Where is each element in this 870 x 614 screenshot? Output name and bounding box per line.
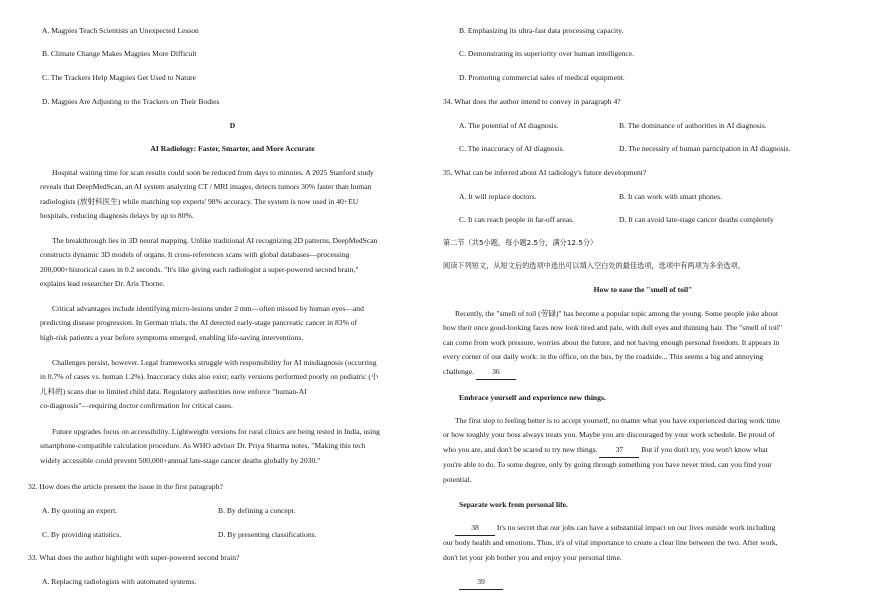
paragraph-5-line: Future upgrades focus on accessibility. Lightweight versions for rural clinics are being tested in India, using [52, 427, 380, 436]
blank-38[interactable]: 38 [455, 521, 495, 536]
paragraph-2-line: The breakthrough lies in 3D neural mapping. Unlike traditional AI recognizing 2D patterns, DeepMedScan [52, 236, 378, 245]
passage-line-text: who you are, and don't be scared to try new things. [443, 444, 598, 454]
question-35-option-a[interactable]: A. It will replace doctors. [459, 192, 537, 201]
option-d-previous-question: D. Magpies Are Adjusting to the Trackers on Their Bodies [42, 97, 220, 106]
paragraph-3-line: Critical advantages include identifying micro-lesions under 2 mm—often missed by human eyes—and [52, 304, 364, 313]
question-33-option-b[interactable]: B. Emphasizing its ultra-fast data processing capacity. [459, 26, 624, 35]
paragraph-3 [40, 302, 425, 345]
paragraph-3-line: high-risk patients a year before symptoms emerged, enabling life-saving interventions. [40, 332, 304, 342]
passage-line-text: challenge. [443, 366, 474, 376]
paragraph-4-line: in 0.7% of cases vs. human 1.2%). Inaccuracy risks also exist; early versions performed poorly on pediatric (小 [40, 372, 379, 382]
question-33-option-a[interactable]: A. Replacing radiologists with automated systems. [42, 577, 197, 586]
paragraph-4-line: 儿科的) scans due to limited child data. Regulatory authorities now enforce "human-AI [40, 386, 307, 396]
passage-line: or how toughly your boss always treats you. Maybe you are discouraged by your work schedule. Be proud of [443, 430, 775, 440]
passage-line: every corner of our daily work: in the office, on the bus, by the roadside... This seems a big and annoying [443, 352, 764, 362]
blank-39-line [459, 575, 503, 590]
passage-line: our body health and emotions. Thus, it's of vital importance to create a clear line between the two. After work, [443, 538, 778, 548]
question-33-option-d[interactable]: D. Promoting commercial sales of medical equipment. [459, 73, 625, 82]
section-2-header: 第二节（共5小题，每小题2.5分，满分12.5分） [443, 238, 598, 247]
blank-37[interactable]: 37 [599, 443, 639, 458]
question-33-option-c[interactable]: C. Demonstrating its superiority over human intelligence. [459, 49, 635, 58]
question-34-option-b[interactable]: B. The dominance of authorities in AI diagnosis. [619, 121, 767, 130]
paragraph-5-line: smartphone-compatible calculation procedure. As WHO advisor Dr. Priya Sharma notes, "Making this tech [40, 441, 366, 451]
blank-39[interactable]: 39 [459, 575, 503, 590]
paragraph-1 [40, 166, 425, 224]
paragraph-2-line: 200,000+historical cases in 0.2 seconds. "It's like giving each radiologist a super-powered second brain," [40, 264, 359, 274]
passage-line [443, 365, 843, 380]
question-34-stem: 34. What does the author intend to convey in paragraph 4? [443, 97, 621, 106]
passage-title: How to ease the "smell of toil" [593, 285, 693, 294]
passage-line [443, 521, 843, 536]
blank-36[interactable]: 36 [476, 365, 516, 380]
passage-paragraph-3 [443, 521, 843, 565]
paragraph-2-line: constructs dynamic 3D models of organs. It cross-references scans with global databases—processing [40, 250, 350, 260]
question-33-stem: 33. What does the author highlight with super-powered second brain? [28, 553, 240, 562]
passage-line: how their once good-looking faces now look tired and pale, with dull eyes and thinning hair. The "smell of toil" [443, 323, 783, 333]
passage-line: Recently, the "smell of toil (劳碌)" has become a popular topic among the young. Some people joke about [455, 309, 779, 318]
paragraph-1-line: hospitals, reducing diagnosis delays by up to 80%. [40, 211, 194, 221]
article-title: AI Radiology: Faster, Smarter, and More Accurate [150, 144, 315, 153]
section-letter: D [229, 121, 236, 130]
question-32-option-b[interactable]: B. By defining a concept. [218, 506, 296, 515]
paragraph-5-line: widely accessible could prevent 500,000+annual late-stage cancer deaths globally by 2030." [40, 455, 321, 465]
passage-line [443, 443, 843, 458]
option-a-previous-question: A. Magpies Teach Scientists an Unexpected Lesson [42, 26, 199, 35]
subheading-separate-work: Separate work from personal life. [459, 500, 568, 509]
subheading-embrace-yourself: Embrace yourself and experience new things. [459, 393, 606, 402]
paragraph-4-line: Challenges persist, however. Legal frameworks struggle with responsibility for AI misdiagnosis (occurring [52, 358, 377, 367]
paragraph-4 [40, 356, 425, 414]
question-35-option-d[interactable]: D. It can avoid late-stage cancer deaths completely [619, 215, 774, 224]
question-35-option-c[interactable]: C. It can reach people in far-off areas. [459, 215, 575, 224]
paragraph-2-line: explains lead researcher Dr. Aris Thorne. [40, 279, 165, 289]
question-32-stem: 32. How does the article present the issue in the first paragraph? [28, 482, 223, 491]
passage-line: can come from work pressure, worries about the future, and not having enough personal freedom. It appears in [443, 337, 780, 347]
passage-line: you're able to do. To some degree, only by going through something you have never tried, can you find your [443, 460, 772, 470]
passage-line: don't let your job bother you and enjoy your personal time. [443, 552, 622, 562]
passage-line-text: But if you don't try, you won't know what [641, 444, 768, 454]
question-34-option-c[interactable]: C. The inaccuracy of AI diagnosis. [459, 144, 565, 153]
section-2-instruction: 阅读下列短文，从短文后的选项中选出可以填入空白处的最佳选项，选项中有两项为多余选项。 [443, 261, 745, 270]
question-34-option-a[interactable]: A. The potential of AI diagnosis. [459, 121, 559, 130]
question-32-option-a[interactable]: A. By quoting an expert. [42, 506, 118, 515]
passage-paragraph-1 [443, 307, 843, 380]
paragraph-5 [40, 425, 425, 468]
question-34-option-d[interactable]: D. The necessity of human participation in AI diagnosis. [619, 144, 791, 153]
paragraph-1-line: reveals that DeepMedScan, an AI system analyzing CT / MRI images, detects tumors 30% faster than human [40, 182, 372, 192]
question-35-option-b[interactable]: B. It can work with smart phones. [619, 192, 722, 201]
paragraph-3-line: predicting disease progression. In German trials, the AI detected early-stage pancreatic cancer in 83% of [40, 318, 358, 328]
paragraph-1-line: radiologists (放射科医生) while matching top experts' 98% accuracy. The system is now used in 40+EU [40, 196, 359, 206]
paragraph-1-line: Hospital waiting time for scan results could soon be reduced from days to minutes. A 2025 Stanford study [52, 168, 374, 177]
question-32-option-d[interactable]: D. By presenting classifications. [218, 530, 317, 539]
paragraph-4-line: co-diagnosis"—requiring doctor confirmation for critical cases. [40, 401, 233, 411]
passage-line: potential. [443, 474, 472, 484]
option-c-previous-question: C. The Trackers Help Magpies Get Used to Nature [42, 73, 197, 82]
paragraph-2 [40, 234, 425, 292]
question-32-option-c[interactable]: C. By providing statistics. [42, 530, 122, 539]
passage-line-text: It's no secret that our jobs can have a substantial impact on our lives outside work including [496, 523, 776, 532]
passage-paragraph-2 [443, 414, 843, 487]
passage-line: The first step to feeling better is to accept yourself, no matter what you have experienced during work time [455, 416, 780, 425]
question-35-stem: 35. What can be inferred about AI radiology's future development? [443, 168, 647, 177]
option-b-previous-question: B. Climate Change Makes Magpies More Difficult [42, 49, 197, 58]
